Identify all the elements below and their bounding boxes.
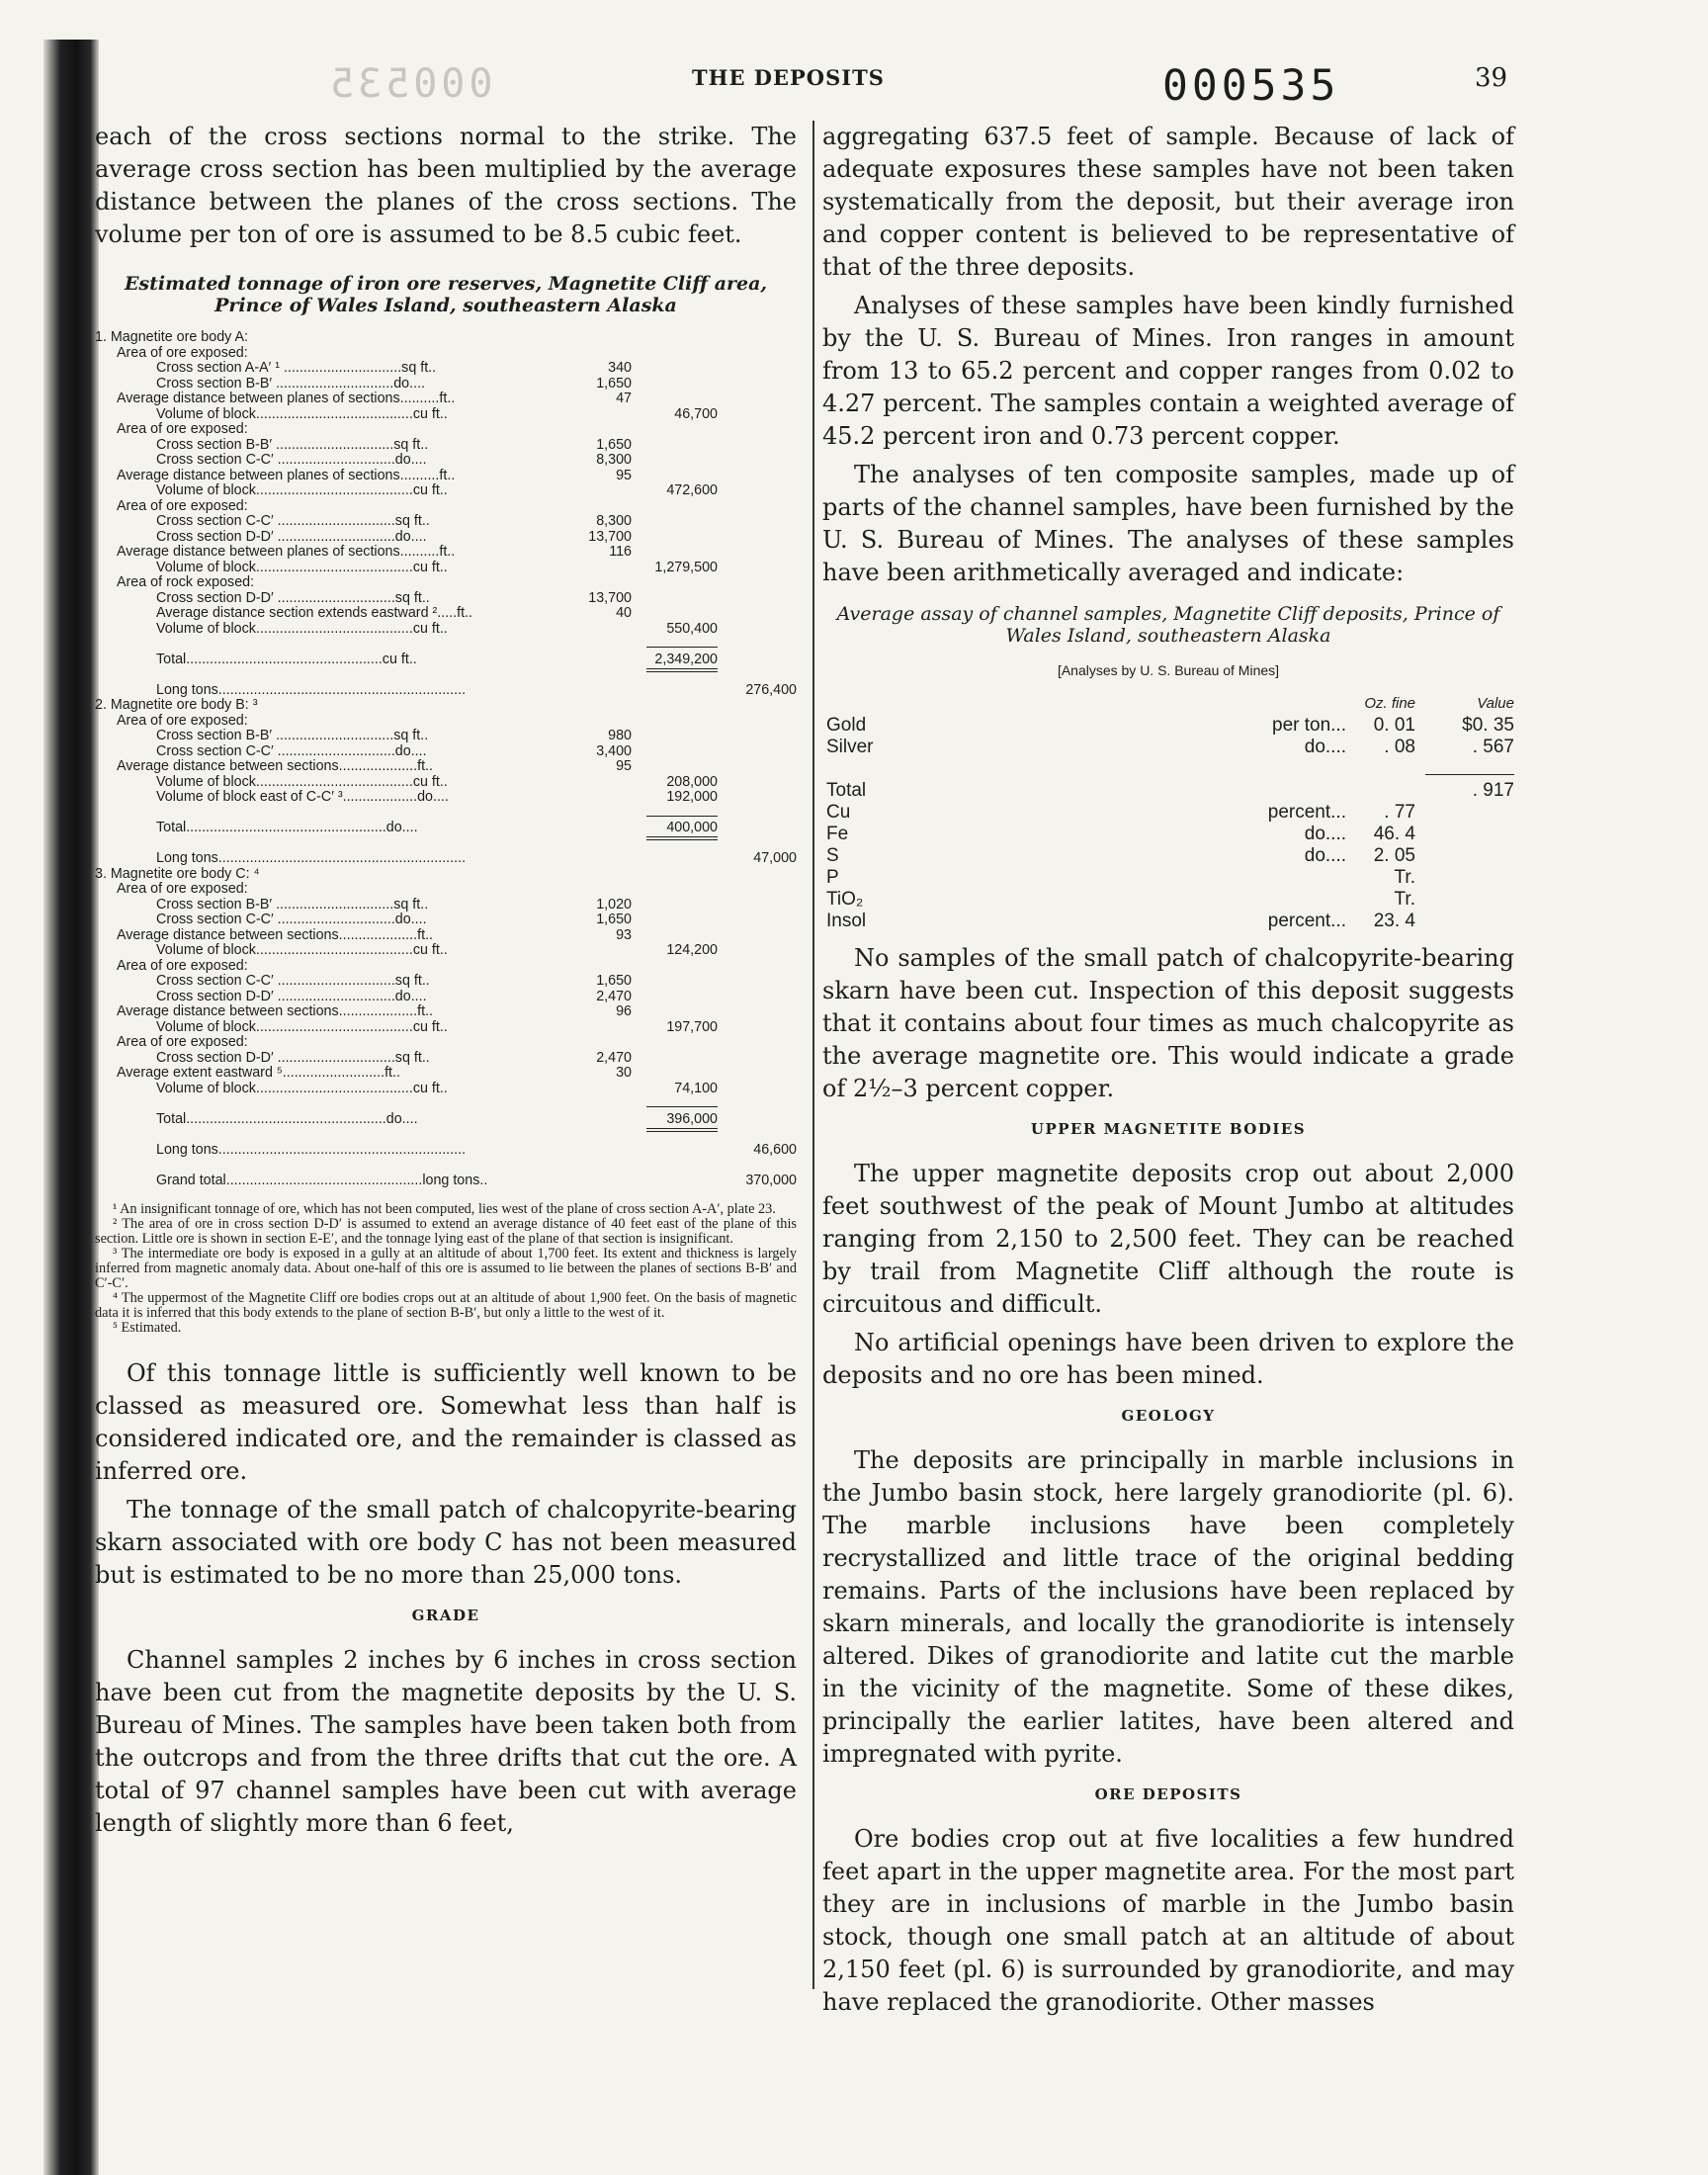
row-label: Cross section C-C′ ..............................sq ft.. (156, 513, 430, 529)
assay-ozfine: 2. 05 (1373, 845, 1415, 866)
ghost-stamp-number: 000535 (326, 61, 493, 107)
row-label: Area of ore exposed: (117, 497, 248, 514)
table-row (95, 959, 797, 975)
table-row (95, 377, 797, 392)
assay-label: Insol (826, 911, 867, 931)
area-value: 30 (616, 1065, 632, 1081)
assay-row (822, 802, 1514, 824)
table-row (95, 775, 797, 791)
tons-value: 47,000 (753, 850, 797, 866)
assay-label: Cu (826, 802, 851, 823)
assay-value: . 567 (1472, 737, 1514, 757)
paragraph: Ore bodies crop out at five localities a few hundred feet apart in the upper magnetite area. For the most part they are in inclusions of marble in the Jumbo basin stock, though one small patch at an altitude of about 2,150 feet (pl. 6) is surrounded by granodiorite, and may have replaced the granodiorite. Other masses (822, 1825, 1514, 2016)
assay-row (822, 758, 1514, 780)
volume-value: 1,279,500 (654, 559, 718, 575)
table-row (95, 622, 797, 638)
page-number: 39 (1475, 63, 1508, 93)
row-label: Cross section C-C′ ..............................do.... (156, 452, 427, 468)
row-label: Volume of block........................................cu ft.. (156, 559, 448, 575)
area-value: 96 (616, 1003, 632, 1019)
assay-ozfine: . 77 (1384, 802, 1415, 823)
row-label: Total...................................................do.... (156, 1110, 418, 1127)
footnotes (95, 1202, 797, 1336)
table-row (95, 545, 797, 561)
table-row (95, 606, 797, 622)
assay-ozfine: 0. 01 (1373, 715, 1415, 736)
assay-label: Total (826, 780, 867, 801)
area-value: 1,650 (596, 436, 632, 453)
row-label: Total...................................................do.... (156, 820, 418, 835)
area-value: 1,650 (596, 912, 632, 927)
assay-unit: percent... (1267, 802, 1346, 823)
assay-table-caption: Average assay of channel samples, Magnetite Cliff deposits, Prince of Wales Island, southeastern Alaska (836, 603, 1500, 647)
table-row (95, 882, 797, 898)
assay-table (822, 693, 1514, 932)
table-row (95, 1020, 797, 1036)
assay-row (822, 824, 1514, 845)
table-row (95, 744, 797, 760)
row-label: Area of ore exposed: (117, 957, 248, 974)
table-row (95, 928, 797, 944)
area-value: 95 (616, 467, 632, 483)
row-label: Cross section B-B′ ..............................sq ft.. (156, 436, 429, 453)
scan-binding-shadow (43, 40, 99, 2175)
table-row (95, 759, 797, 775)
footnote: ³ The intermediate ore body is exposed in a gully at an altitude of about 1,700 feet. Its extent and thickness is largely inferred from magnetic anomaly data. About one-half of this ore is assumed to lie between the planes of sections B-B′ and C′-C′. (95, 1246, 797, 1291)
value-header: Value (1477, 695, 1514, 712)
row-label: Volume of block east of C-C′ ³...................do.... (156, 789, 449, 805)
row-label: Area of rock exposed: (117, 574, 255, 590)
assay-value: . 917 (1472, 780, 1514, 801)
section-heading-ore-deposits: ORE DEPOSITS (1094, 1785, 1242, 1803)
row-label: Average distance between planes of sections..........ft.. (117, 467, 456, 483)
row-label: Average distance between planes of sections..........ft.. (117, 544, 456, 560)
table-row (95, 867, 797, 883)
row-label: Cross section D-D′ ..............................do.... (156, 988, 427, 1004)
area-value: 1,650 (596, 973, 632, 989)
assay-row (822, 780, 1514, 802)
area-value: 2,470 (596, 988, 632, 1004)
row-label: Cross section B-B′ ..............................do.... (156, 375, 426, 392)
row-label: Volume of block........................................cu ft.. (156, 620, 448, 637)
table-row (95, 330, 797, 346)
table-row (95, 836, 797, 852)
area-value: 13,700 (588, 589, 632, 606)
row-label: Area of ore exposed: (117, 1034, 248, 1050)
row-label: Cross section D-D′ ..............................sq ft.. (156, 1049, 430, 1066)
table-row (95, 392, 797, 407)
assay-ozfine: 46. 4 (1373, 824, 1415, 844)
row-label: Cross section A-A′ ¹ ..............................sq ft.. (156, 360, 437, 376)
row-label: Cross section C-C′ ..............................do.... (156, 742, 427, 759)
paragraph: aggregating 637.5 feet of sample. Because of lack of adequate exposures these samples have not been taken systematically from the deposit, but their average iron and copper content is believed to be representative of that of the three deposits. (822, 123, 1514, 281)
row-label: 2. Magnetite ore body B: ³ (95, 697, 258, 713)
table-row (95, 483, 797, 499)
table-row (95, 1112, 797, 1128)
tonnage-table (95, 330, 797, 1188)
area-value: 980 (608, 728, 632, 743)
area-value: 340 (608, 360, 632, 376)
row-label: Long tons............................................................... (156, 1141, 467, 1158)
row-label: Average distance between sections....................ft.. (117, 758, 433, 774)
table-row (95, 1051, 797, 1067)
assay-row (822, 867, 1514, 889)
table-row (95, 806, 797, 822)
volume-value: 74,100 (674, 1080, 718, 1096)
row-label: Average distance between sections....................ft.. (117, 926, 433, 943)
row-label: Average distance between sections....................ft.. (117, 1003, 433, 1019)
assay-row (822, 737, 1514, 758)
assay-row (822, 889, 1514, 911)
row-label: Volume of block........................................cu ft.. (156, 482, 448, 498)
tonnage-table-caption: Estimated tonnage of iron ore reserves, Magnetite Cliff area, Prince of Wales Island, southeastern Alaska (124, 273, 768, 316)
area-value: 47 (616, 391, 632, 406)
area-value: 1,020 (596, 896, 632, 913)
area-value: 93 (616, 926, 632, 943)
right-column (822, 121, 1514, 2025)
row-label: Long tons............................................................... (156, 850, 467, 866)
tons-value: 46,600 (753, 1141, 797, 1158)
table-row (95, 652, 797, 668)
row-label: Cross section B-B′ ..............................sq ft.. (156, 728, 429, 743)
row-label: Area of ore exposed: (117, 344, 248, 361)
table-row (95, 898, 797, 914)
paragraph: No samples of the small patch of chalcopyrite-bearing skarn have been cut. Inspection of this deposit suggests that it contains about four times as much chalcopyrite as the average magnetite ore. This would indicate a grade of 2½–3 percent copper. (822, 944, 1514, 1102)
volume-value: 550,400 (666, 620, 718, 637)
table-row (95, 821, 797, 836)
footnote: ² The area of ore in cross section D-D′ is assumed to extend an average distance of 40 feet east of the plane of this section. Little ore is shown in section E-E′, and the tonnage lying east of the plane of that section is insignificant. (95, 1216, 797, 1247)
total-rule (1425, 774, 1514, 775)
volume-value: 124,200 (666, 942, 718, 958)
table-row (95, 1035, 797, 1051)
row-label: Volume of block........................................cu ft.. (156, 773, 448, 790)
row-label: Cross section C-C′ ..............................sq ft.. (156, 973, 430, 989)
paragraph: Channel samples 2 inches by 6 inches in cross section have been cut from the magnetite deposits by the U. S. Bureau of Mines. The samples have been taken both from the outcrops and from the three drifts that cut the ore. A total of 97 channel samples have been cut with average length of slightly more than 6 feet, (95, 1646, 797, 1837)
table-row (95, 499, 797, 515)
section-heading-geology: GEOLOGY (1121, 1407, 1216, 1425)
table-row (95, 714, 797, 730)
table-row (95, 913, 797, 928)
assay-unit: do.... (1304, 824, 1346, 844)
table-row (95, 514, 797, 530)
table-row (95, 1174, 797, 1189)
oz-fine-header: Oz. fine (1364, 695, 1415, 712)
table-row (95, 1066, 797, 1082)
area-value: 3,400 (596, 742, 632, 759)
row-label: Cross section D-D′ ..............................sq ft.. (156, 589, 430, 606)
volume-value: 472,600 (666, 482, 718, 498)
table-row (95, 346, 797, 362)
table-row (95, 1158, 797, 1174)
section-heading-upper-magnetite: UPPER MAGNETITE BODIES (1030, 1120, 1307, 1138)
footnote: ⁵ Estimated. (113, 1320, 182, 1336)
assay-label: Fe (826, 824, 849, 844)
table-row (95, 530, 797, 546)
assay-ozfine: Tr. (1394, 867, 1415, 888)
table-row (95, 1143, 797, 1159)
assay-ozfine: . 08 (1384, 737, 1415, 757)
row-label: Grand total..................................................long tons.. (156, 1172, 488, 1188)
area-value: 1,650 (596, 375, 632, 392)
paragraph: No artificial openings have been driven to explore the deposits and no ore has been mined. (822, 1329, 1514, 1389)
area-value: 2,470 (596, 1049, 632, 1066)
tons-value: 370,000 (745, 1172, 797, 1188)
total-rule (646, 816, 718, 817)
table-row (95, 575, 797, 591)
assay-ozfine: 23. 4 (1373, 911, 1415, 931)
volume-value: 46,700 (674, 405, 718, 422)
paragraph: The deposits are principally in marble inclusions in the Jumbo basin stock, here largely granodiorite (pl. 6). The marble inclusions have been completely recrystallized and little trace of the original bedding remains. Parts of the inclusions have been replaced by skarn minerals, and locally the granodiorite is intensely altered. Dikes of granodiorite and latite cut the marble in the vicinity of the magnetite. Some of these dikes, principally the earlier latites, have been altered and impregnated with pyrite. (822, 1446, 1514, 1768)
total-rule (646, 1106, 718, 1107)
section-heading-grade: GRADE (411, 1607, 480, 1624)
assay-row (822, 845, 1514, 867)
volume-value: 2,349,200 (654, 651, 718, 667)
table-row (95, 1096, 797, 1112)
table-row (95, 453, 797, 469)
row-label: Long tons............................................................... (156, 681, 467, 698)
row-label: 1. Magnetite ore body A: (95, 329, 248, 345)
row-label: Total..................................................cu ft.. (156, 651, 417, 667)
row-label: Average distance between planes of sections..........ft.. (117, 391, 456, 406)
footnote: ¹ An insignificant tonnage of ore, which has not been computed, lies west of the plane of cross section A-A′, plate 23. (113, 1201, 776, 1217)
volume-value: 192,000 (666, 789, 718, 805)
paragraph: Analyses of these samples have been kindly furnished by the U. S. Bureau of Mines. Iron ranges in amount from 13 to 65.2 percent and copper ranges from 0.02 to 4.27 percent. The samples contain a weighted average of 45.2 percent iron and 0.73 percent copper. (822, 292, 1514, 450)
table-row (95, 422, 797, 438)
left-column (95, 121, 797, 1846)
row-label: Cross section B-B′ ..............................sq ft.. (156, 896, 429, 913)
table-row (95, 1082, 797, 1097)
row-label: Cross section D-D′ ..............................do.... (156, 528, 427, 545)
table-row (95, 729, 797, 744)
assay-unit: per ton... (1272, 715, 1346, 736)
running-header-title: THE DEPOSITS (692, 65, 885, 90)
assay-label: S (826, 845, 839, 866)
column-divider (812, 121, 814, 1989)
table-row (95, 698, 797, 714)
volume-value: 400,000 (666, 820, 718, 835)
table-row (95, 667, 797, 683)
table-row (95, 851, 797, 867)
area-value: 40 (616, 605, 632, 621)
row-label: Cross section C-C′ ..............................do.... (156, 912, 427, 927)
volume-value: 208,000 (666, 773, 718, 790)
table-row (95, 943, 797, 959)
row-label: Area of ore exposed: (117, 712, 248, 729)
table-row (95, 1127, 797, 1143)
table-row (95, 438, 797, 454)
assay-label: Silver (826, 737, 874, 757)
paragraph: each of the cross sections normal to the strike. The average cross section has been multiplied by the average distance between the planes of the cross sections. The volume per ton of ore is assumed to be 8.5 cubic feet. (95, 123, 797, 248)
assay-header-row (822, 693, 1514, 715)
assay-unit: do.... (1304, 845, 1346, 866)
area-value: 13,700 (588, 528, 632, 545)
assay-ozfine: Tr. (1394, 889, 1415, 910)
assay-unit: do.... (1304, 737, 1346, 757)
table-row (95, 974, 797, 990)
assay-row (822, 911, 1514, 932)
assay-label: TiO₂ (826, 889, 864, 910)
area-value: 95 (616, 758, 632, 774)
assay-label: P (826, 867, 839, 888)
assay-label: Gold (826, 715, 867, 736)
row-label: Area of ore exposed: (117, 881, 248, 897)
table-row (95, 637, 797, 652)
row-label: Area of ore exposed: (117, 421, 248, 437)
row-label: Volume of block........................................cu ft.. (156, 1018, 448, 1035)
table-row (95, 561, 797, 576)
assay-value: $0. 35 (1462, 715, 1514, 736)
paragraph: The analyses of ten composite samples, made up of parts of the channel samples, have been furnished by the U. S. Bureau of Mines. The analyses of these samples have been arithmetically averaged and indicate: (822, 461, 1514, 586)
volume-value: 197,700 (666, 1018, 718, 1035)
assay-unit: percent... (1267, 911, 1346, 931)
table-row (95, 790, 797, 806)
paragraph: The tonnage of the small patch of chalcopyrite-bearing skarn associated with ore body C has not been measured but is estimated to be no more than 25,000 tons. (95, 1496, 797, 1589)
row-label: 3. Magnetite ore body C: ⁴ (95, 865, 260, 882)
table-row (95, 469, 797, 484)
table-row (95, 683, 797, 699)
area-value: 116 (609, 544, 632, 560)
table-row (95, 591, 797, 607)
document-stamp-number: 000535 (1162, 61, 1340, 111)
tons-value: 276,400 (745, 681, 797, 698)
row-label: Volume of block........................................cu ft.. (156, 405, 448, 422)
footnote: ⁴ The uppermost of the Magnetite Cliff ore bodies crops out at an altitude of about 1,900 feet. On the basis of magnetic data it is inferred that this body extends to the plane of section B-B′, but only a little to the west of it. (95, 1290, 797, 1321)
table-row (95, 407, 797, 423)
row-label: Average extent eastward ⁵..........................ft.. (117, 1065, 400, 1081)
paragraph: The upper magnetite deposits crop out about 2,000 feet southwest of the peak of Mount Jumbo at altitudes ranging from 2,150 to 2,500 feet. They can be reached by trail from Magnetite Cliff although the route is circuitous and difficult. (822, 1160, 1514, 1318)
total-rule (646, 647, 718, 648)
paragraph: Of this tonnage little is sufficiently well known to be classed as measured ore. Somewhat less than half is considered indicated ore, and the remainder is classed as inferred ore. (95, 1359, 797, 1485)
area-value: 8,300 (596, 513, 632, 529)
table-row (95, 1004, 797, 1020)
table-row (95, 361, 797, 377)
table-row (95, 990, 797, 1005)
row-label: Average distance section extends eastward ².....ft.. (156, 605, 472, 621)
assay-table-note: [Analyses by U. S. Bureau of Mines] (1057, 662, 1280, 678)
row-label: Volume of block........................................cu ft.. (156, 942, 448, 958)
row-label: Volume of block........................................cu ft.. (156, 1080, 448, 1096)
assay-row (822, 715, 1514, 737)
volume-value: 396,000 (666, 1110, 718, 1127)
area-value: 8,300 (596, 452, 632, 468)
